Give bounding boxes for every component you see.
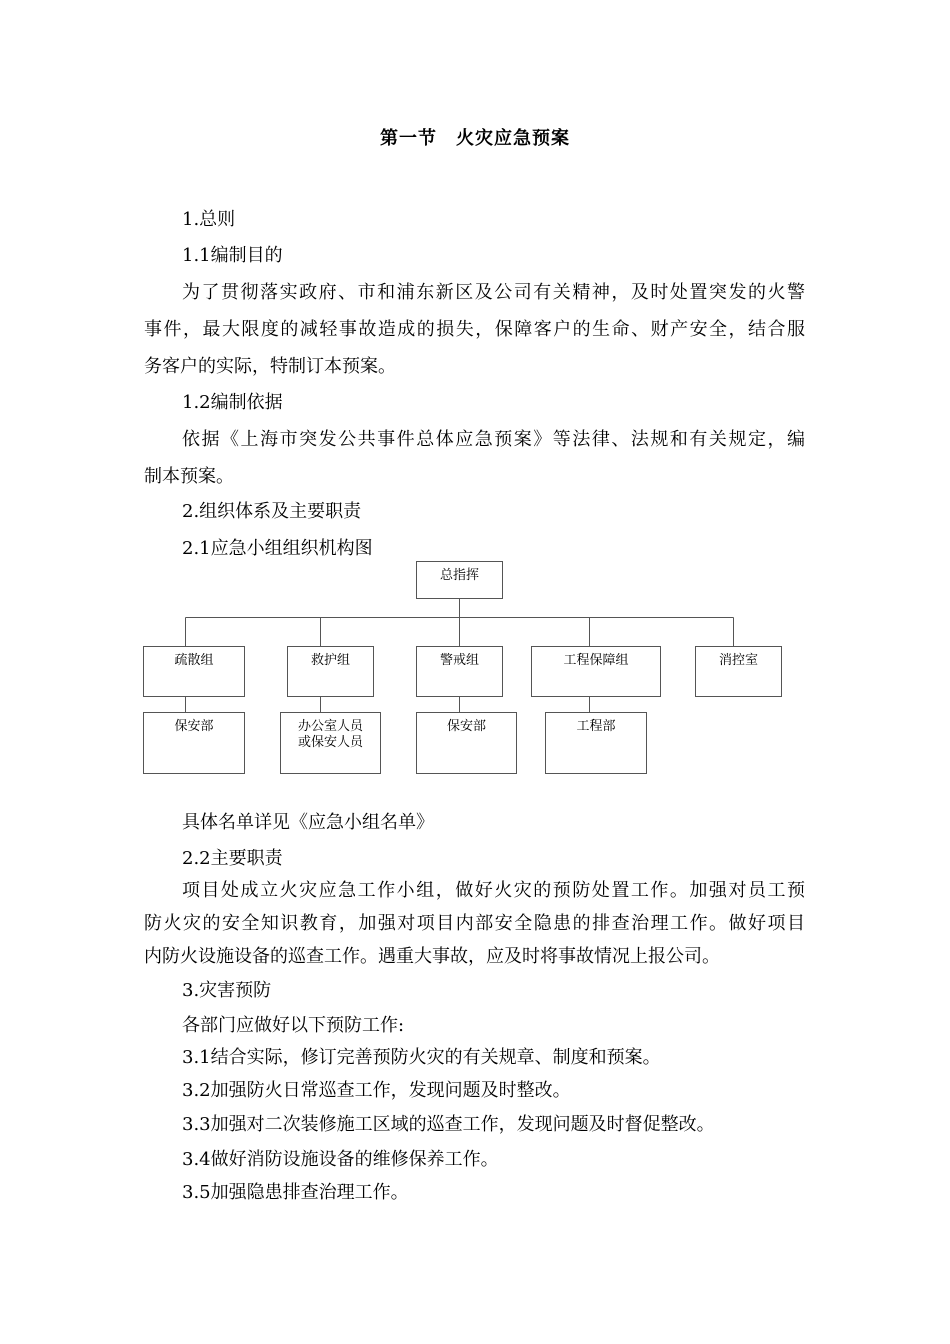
prevention-intro: 各部门应做好以下预防工作: (182, 1015, 405, 1036)
org-group-label: 救护组 (310, 653, 350, 668)
prevention-item: 3.5加强隐患排查治理工作。 (182, 1182, 409, 1203)
paragraph-line: 项目处成立火灾应急工作小组，做好火灾的预防处置工作。加强对员工预 (182, 880, 805, 901)
section-heading-general: 1.总则 (182, 209, 236, 230)
prevention-item: 3.1结合实际，修订完善预防火灾的有关规章、制度和预案。 (182, 1047, 661, 1068)
org-group-label: 疏散组 (174, 653, 214, 668)
subsection-heading-duties: 2.2主要职责 (182, 848, 283, 869)
prevention-item: 3.3加强对二次装修施工区域的巡查工作，发现问题及时督促整改。 (182, 1114, 715, 1135)
section-heading-prevention: 3.灾害预防 (182, 980, 272, 1001)
paragraph-line: 事件，最大限度的减轻事故造成的损失，保障客户的生命、财产安全，结合服 (144, 319, 805, 340)
org-group-label: 工程保障组 (563, 653, 629, 668)
org-chart-note: 具体名单详见《应急小组名单》 (182, 812, 434, 833)
paragraph-line: 内防火设施设备的巡查工作。遇重大事故，应及时将事故情况上报公司。 (144, 946, 720, 967)
section-heading-organization: 2.组织体系及主要职责 (182, 501, 362, 522)
subsection-heading-basis: 1.2编制依据 (182, 392, 283, 413)
org-group-label: 消控室 (718, 653, 758, 668)
org-group-label: 警戒组 (439, 653, 479, 668)
subsection-heading-org-chart: 2.1应急小组组织机构图 (182, 538, 373, 559)
org-unit-label: 保安部 (446, 719, 486, 734)
paragraph-line: 防火灾的安全知识教育，加强对项目内部安全隐患的排查治理工作。做好项目 (144, 913, 805, 934)
paragraph-line: 制本预案。 (144, 466, 234, 487)
org-unit-label: 保安部 (174, 719, 214, 734)
page-title: 第一节 火灾应急预案 (380, 128, 570, 149)
prevention-item: 3.4做好消防设施设备的维修保养工作。 (182, 1149, 499, 1170)
org-unit-label: 或保安人员 (297, 735, 363, 750)
org-root-label: 总指挥 (439, 568, 479, 583)
org-unit-label: 工程部 (576, 719, 616, 734)
org-unit-label: 办公室人员 (297, 719, 363, 734)
paragraph-line: 务客户的实际，特制订本预案。 (144, 356, 396, 377)
paragraph-line: 为了贯彻落实政府、市和浦东新区及公司有关精神，及时处置突发的火警 (182, 282, 805, 303)
subsection-heading-purpose: 1.1编制目的 (182, 245, 283, 266)
paragraph-line: 依据《上海市突发公共事件总体应急预案》等法律、法规和有关规定，编 (182, 429, 805, 450)
prevention-item: 3.2加强防火日常巡查工作，发现问题及时整改。 (182, 1080, 571, 1101)
